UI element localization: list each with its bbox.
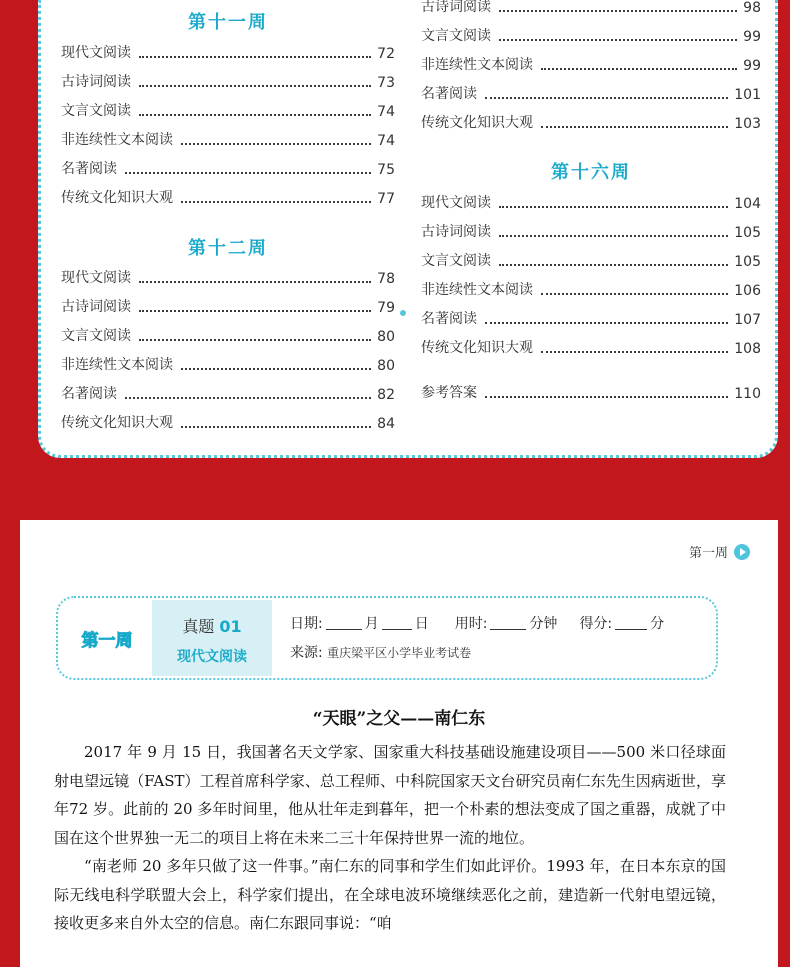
week-title-12: 第十二周 <box>188 238 268 259</box>
toc-entry-label: 古诗词阅读 <box>61 74 131 90</box>
banner-week-label: 第一周 <box>81 630 133 651</box>
toc-entry[interactable] <box>421 23 761 45</box>
time-unit: 分钟 <box>529 616 558 632</box>
toc-entry[interactable] <box>61 323 395 345</box>
article-paragraph: “南老师 20 多年只做了这一件事。”南仁东的同事和学生们如此评价。1993 年，在日本东京的国际无线电科学联盟大会上，科学家们提出，在全球电波环境继续恶化之前，建造新一代射电望远镜，接收更多来自外太空的信息。南仁东跟同事说：“咱 <box>54 857 726 932</box>
toc-entry-label: 现代文阅读 <box>61 270 131 286</box>
zhenti-text: 真题 <box>182 617 215 636</box>
zhenti-label <box>152 614 272 637</box>
toc-entry-label: 现代文阅读 <box>61 45 131 61</box>
toc-entry[interactable] <box>421 335 761 357</box>
month-blank[interactable] <box>326 616 362 630</box>
toc-entry-label: 传统文化知识大观 <box>421 115 533 131</box>
toc-entry[interactable] <box>421 306 761 328</box>
play-icon <box>734 544 750 560</box>
toc-entry[interactable] <box>421 0 761 16</box>
toc-entry-page: 110 <box>734 386 761 402</box>
toc-entry-label: 非连续性文本阅读 <box>421 57 533 73</box>
toc-entry-label: 传统文化知识大观 <box>61 415 173 431</box>
article-paragraph: 2017 年 9 月 15 日，我国著名天文学家、国家重大科技基础设施建设项目——500 米口径球面射电望远镜（FAST）工程首席科学家、总工程师、中科院国家天文台研究员南仁东先生因病逝世，享年72 岁。此前的 20 多年时间里，他从壮年走到暮年，把一个朴素的想法变成了国之重器，成就了中国在这个世界独一无二的项目上将在未来二三十年保持世界一流的地位。 <box>54 743 726 847</box>
toc-entry-page: 82 <box>377 387 395 403</box>
toc-entry-page: 74 <box>377 104 395 120</box>
toc-entry-page: 84 <box>377 416 395 432</box>
article-body <box>54 738 726 938</box>
toc-entry[interactable] <box>61 381 395 403</box>
toc-entry[interactable] <box>61 352 395 374</box>
toc-entry[interactable] <box>421 52 761 74</box>
toc-entry[interactable] <box>61 185 395 207</box>
toc-entry[interactable] <box>421 277 761 299</box>
toc-entry-page: 73 <box>377 75 395 91</box>
day-unit: 日 <box>414 616 429 632</box>
toc-entry[interactable] <box>61 69 395 91</box>
toc-entry-label: 文言文阅读 <box>61 103 131 119</box>
running-head <box>689 542 750 561</box>
info-fields <box>290 610 710 636</box>
toc-entry-label: 名著阅读 <box>61 386 117 402</box>
toc-entry-page: 103 <box>734 116 761 132</box>
exercise-banner <box>56 596 718 680</box>
time-label: 用时: <box>454 616 488 632</box>
toc-entry-page: 105 <box>734 254 761 270</box>
toc-entry-answers[interactable] <box>421 380 761 402</box>
toc-entry[interactable] <box>61 265 395 287</box>
source-value: 重庆梁平区小学毕业考试卷 <box>327 646 472 660</box>
month-unit: 月 <box>364 616 379 632</box>
toc-entry-page: 74 <box>377 133 395 149</box>
banner-title-box <box>152 600 272 676</box>
toc-entry-label: 现代文阅读 <box>421 195 491 211</box>
banner-subtitle: 现代文阅读 <box>177 649 247 665</box>
toc-entry-page: 98 <box>743 0 761 16</box>
toc-entry[interactable] <box>61 410 395 432</box>
toc-entry-label: 名著阅读 <box>61 161 117 177</box>
toc-entry-label: 传统文化知识大观 <box>61 190 173 206</box>
toc-entry-page: 106 <box>734 283 761 299</box>
toc-entry[interactable] <box>61 294 395 316</box>
toc-entry-page: 80 <box>377 358 395 374</box>
toc-entry-page: 99 <box>743 58 761 74</box>
book-page <box>20 520 778 967</box>
banner-info <box>290 610 710 664</box>
zhenti-number: 01 <box>219 617 242 636</box>
toc-entry-page: 107 <box>734 312 761 328</box>
toc-entry-page: 104 <box>734 196 761 212</box>
day-blank[interactable] <box>382 616 412 630</box>
toc-card <box>38 0 778 458</box>
toc-entry-label: 非连续性文本阅读 <box>61 357 173 373</box>
toc-entry-label: 古诗词阅读 <box>421 224 491 240</box>
toc-entry-label: 参考答案 <box>421 385 477 401</box>
week-title-16: 第十六周 <box>551 162 631 183</box>
score-unit: 分 <box>650 616 665 632</box>
toc-entry[interactable] <box>61 40 395 62</box>
date-label: 日期: <box>290 616 323 632</box>
toc-entry-page: 79 <box>377 300 395 316</box>
running-head-label: 第一周 <box>688 546 728 561</box>
toc-entry-page: 101 <box>734 87 761 103</box>
toc-entry-label: 文言文阅读 <box>421 253 491 269</box>
toc-entry-label: 非连续性文本阅读 <box>421 282 533 298</box>
toc-entry[interactable] <box>421 219 761 241</box>
toc-entry-page: 78 <box>377 271 395 287</box>
time-blank[interactable] <box>490 616 526 630</box>
source-line <box>290 642 710 664</box>
toc-entry-page: 72 <box>377 46 395 62</box>
toc-entry-label: 非连续性文本阅读 <box>61 132 173 148</box>
article-title: “天眼”之父——南仁东 <box>312 709 486 729</box>
toc-entry-page: 77 <box>377 191 395 207</box>
toc-entry-page: 108 <box>734 341 761 357</box>
toc-entry[interactable] <box>61 156 395 178</box>
toc-entry-page: 105 <box>734 225 761 241</box>
toc-entry[interactable] <box>61 127 395 149</box>
toc-entry-page: 80 <box>377 329 395 345</box>
toc-entry-label: 古诗词阅读 <box>61 299 131 315</box>
toc-entry[interactable] <box>61 98 395 120</box>
toc-entry-page: 99 <box>743 29 761 45</box>
score-blank[interactable] <box>615 616 647 630</box>
toc-entry-label: 古诗词阅读 <box>421 0 491 15</box>
source-label: 来源: <box>290 645 323 661</box>
toc-entry-label: 名著阅读 <box>421 311 477 327</box>
divider-dot <box>400 310 406 316</box>
toc-entry-label: 传统文化知识大观 <box>421 340 533 356</box>
toc-entry[interactable] <box>421 190 761 212</box>
toc-entry[interactable] <box>421 110 761 132</box>
score-label: 得分: <box>579 616 613 632</box>
toc-entry-label: 名著阅读 <box>421 86 477 102</box>
toc-entry-page: 75 <box>377 162 395 178</box>
toc-entry[interactable] <box>421 81 761 103</box>
toc-entry[interactable] <box>421 248 761 270</box>
toc-entry-label: 文言文阅读 <box>421 28 491 44</box>
toc-entry-label: 文言文阅读 <box>61 328 131 344</box>
week-title-11: 第十一周 <box>188 12 268 33</box>
